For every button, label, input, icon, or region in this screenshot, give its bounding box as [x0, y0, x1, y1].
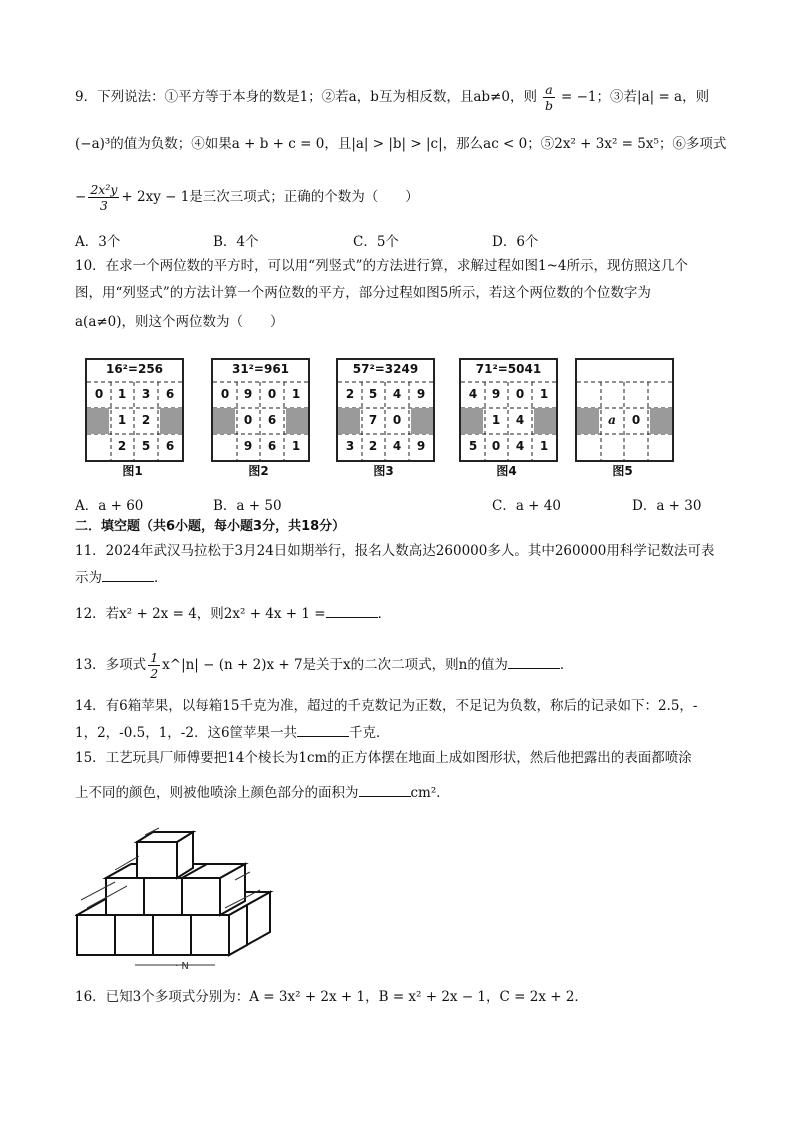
- q9-line3: − $\frac{\text{2x²y}}{3}$ + 2xy − 1是三次三项式；正确的个数为（ ）: [75, 182, 419, 213]
- section-heading-fill-in: 二．填空题（共6小题，每小题3分，共18分）: [75, 519, 346, 534]
- figure-digit: 4: [392, 439, 402, 453]
- q16-line: 16．已知3个多项式分别为：A = 3x² + 2x + 1，B = x² + 2x − 1，C = 2x + 2．: [75, 989, 588, 1005]
- q15-line2-text: 上不同的颜色，则被他喷涂上颜色部分的面积为: [75, 785, 359, 801]
- figure-digit: 1: [291, 439, 301, 453]
- figure-digit: 4: [515, 413, 525, 427]
- figure-digit: 9: [243, 439, 253, 453]
- figure-label: 图5: [612, 464, 633, 478]
- q11-answer-blank[interactable]: [102, 567, 154, 582]
- shaded-cell: [338, 408, 360, 434]
- q9-option-a: A．3个: [75, 234, 121, 250]
- figure-digit: 6: [267, 439, 277, 453]
- figure-digit: 6: [165, 387, 175, 401]
- q10-line3: a(a≠0)，则这个两位数为（ ）: [75, 314, 284, 330]
- figure-title: 16²=256: [105, 362, 164, 376]
- q14-line1: 14．有6箱苹果，以每箱15千克为准，超过的千克数记为正数，不足记为负数，称后的记录如下：2.5，-: [75, 698, 698, 714]
- figure-digit: 2: [345, 387, 355, 401]
- figure-label: 图2: [248, 464, 269, 478]
- figure-digit: 4: [468, 387, 478, 401]
- figure-digit: 6: [267, 413, 277, 427]
- figure-digit: 9: [416, 439, 426, 453]
- q10-line1: 10．在求一个两位数的平方时，可以用“列竖式”的方法进行算，求解过程如图1~4所示，现仿照这几个: [75, 258, 688, 274]
- figure-digit: a: [608, 413, 616, 427]
- shaded-cell: [577, 408, 599, 434]
- q13-answer-blank[interactable]: [508, 654, 560, 669]
- figure-digit: 5: [141, 439, 151, 453]
- q9-frac2-den: 3: [99, 198, 108, 213]
- figure-digit: 4: [392, 387, 402, 401]
- q11-end: ．: [154, 570, 168, 586]
- q10-option-d: D．a + 30: [632, 498, 702, 514]
- figure-label: 图4: [496, 464, 517, 478]
- shaded-cell: [411, 408, 433, 434]
- q11-line1: 11．2024年武汉马拉松于3月24日如期举行，报名人数高达260000多人。其中260000用科学记数法可表: [75, 543, 715, 559]
- q9-frac-den: b: [544, 98, 553, 113]
- q13-pre: 13．多项式: [75, 657, 147, 673]
- figure-digit: 5: [368, 387, 378, 401]
- figure-digit: 7: [368, 413, 378, 427]
- figure-digit: 1: [291, 387, 301, 401]
- q9-frac2-num: 2x²y: [90, 182, 118, 197]
- figure-digit: 5: [468, 439, 478, 453]
- figure-4: [459, 358, 558, 462]
- q12-text: 12．若x² + 2x = 4，则2x² + 4x + 1 =: [75, 606, 326, 622]
- figure-grid-lines: [577, 360, 672, 460]
- figure-digit: 1: [491, 413, 501, 427]
- figure-digit: 0: [220, 387, 230, 401]
- q9-option-d: D．6个: [492, 234, 539, 250]
- figure-digit: 0: [243, 413, 253, 427]
- q9-text-b: = −1；③若|a| = a，则: [561, 89, 710, 105]
- figure-1: [85, 358, 184, 462]
- figure-digit: 1: [117, 413, 127, 427]
- svg-text:· N: · N: [175, 961, 189, 970]
- figure-digit: 0: [491, 439, 501, 453]
- q10-option-a: A．a + 60: [75, 498, 144, 514]
- shaded-cell: [87, 408, 109, 434]
- figure-digit: 2: [141, 413, 151, 427]
- figure-digit: 0: [631, 413, 641, 427]
- q15-end: cm²．: [410, 785, 450, 801]
- q13-fraction: [148, 650, 160, 681]
- q9-line1: [75, 82, 709, 113]
- q13-mid: x^|n| − (n + 2)x + 7是关于x的二次二项式，则n的值为: [162, 657, 508, 673]
- figure-3: [336, 358, 435, 462]
- shaded-cell: [160, 408, 182, 434]
- shaded-cell: [286, 408, 308, 434]
- figure-digit: 0: [267, 387, 277, 401]
- q9-line2: (−a)³的值为负数；④如果a + b + c = 0，且|a| > |b| > |c|，那么ac < 0；⑤2x² + 3x² = 5x⁵；⑥多项式: [75, 136, 727, 152]
- q9-frac-num: a: [545, 82, 553, 97]
- q14-end: 千克．: [349, 725, 390, 741]
- q14-answer-blank[interactable]: [297, 722, 349, 737]
- figure-2: [211, 358, 310, 462]
- figure-5: [575, 358, 674, 462]
- figure-digit: 0: [94, 387, 104, 401]
- q9-fraction: [543, 82, 554, 113]
- figure-digit: 1: [539, 439, 549, 453]
- figure-digit: 6: [165, 439, 175, 453]
- q9-option-c: C．5个: [353, 234, 399, 250]
- shaded-cell: [534, 408, 556, 434]
- shaded-cell: [461, 408, 483, 434]
- figure-label: 图1: [122, 464, 143, 478]
- q12-end: ．: [377, 606, 392, 622]
- q9-fraction-2: [88, 182, 119, 213]
- q15-answer-blank[interactable]: [359, 782, 411, 797]
- q14-line2: [75, 722, 390, 743]
- figure-digit: 3: [141, 387, 151, 401]
- q12-line: [75, 603, 391, 624]
- q13-frac-den: 2: [150, 666, 159, 681]
- q9-line3-text: + 2xy − 1是三次三项式；正确的个数为（ ）: [121, 189, 419, 205]
- figure-digit: 4: [515, 439, 525, 453]
- figure-title: 71²=5041: [475, 362, 542, 376]
- figure-digit: 3: [345, 439, 355, 453]
- figure-digit: 9: [243, 387, 253, 401]
- figure-title: 31²=961: [231, 362, 290, 376]
- figure-title: 57²=3249: [352, 362, 419, 376]
- q10-option-b: B．a + 50: [213, 498, 282, 514]
- figure-digit: 1: [539, 387, 549, 401]
- q10-line2: 图，用“列竖式”的方法计算一个两位数的平方，部分过程如图5所示，若这个两位数的个位数字为: [75, 285, 651, 301]
- figure-label: 图3: [373, 464, 394, 478]
- figure-digit: 0: [392, 413, 402, 427]
- q13-line: [75, 650, 573, 681]
- figure-digit: 9: [491, 387, 501, 401]
- shaded-cell: [650, 408, 672, 434]
- q9-option-b: B．4个: [213, 234, 259, 250]
- figure-digit: 2: [117, 439, 127, 453]
- shaded-cell: [213, 408, 235, 434]
- q13-frac-num: 1: [150, 650, 159, 665]
- q10-option-c: C．a + 40: [492, 498, 561, 514]
- cube-stack-figure: [75, 820, 290, 970]
- q15-line2: [75, 782, 450, 803]
- figure-digit: 2: [368, 439, 378, 453]
- q14-line2-text: 1，2，-0.5，1，-2．这6筐苹果一共: [75, 725, 298, 741]
- figure-digit: 1: [117, 387, 127, 401]
- q11-line2-text: 示为: [75, 570, 102, 586]
- q15-line1: 15．工艺玩具厂师傅要把14个棱长为1cm的正方体摆在地面上成如图形状，然后他把露出的表面都喷涂: [75, 750, 692, 766]
- q12-answer-blank[interactable]: [326, 603, 378, 618]
- figure-digit: 0: [515, 387, 525, 401]
- q11-line2: [75, 567, 168, 588]
- q9-text-a: 9．下列说法：①平方等于本身的数是1；②若a，b互为相反数，且ab≠0，则: [75, 89, 537, 105]
- q13-end: ．: [559, 657, 574, 673]
- figure-digit: 9: [416, 387, 426, 401]
